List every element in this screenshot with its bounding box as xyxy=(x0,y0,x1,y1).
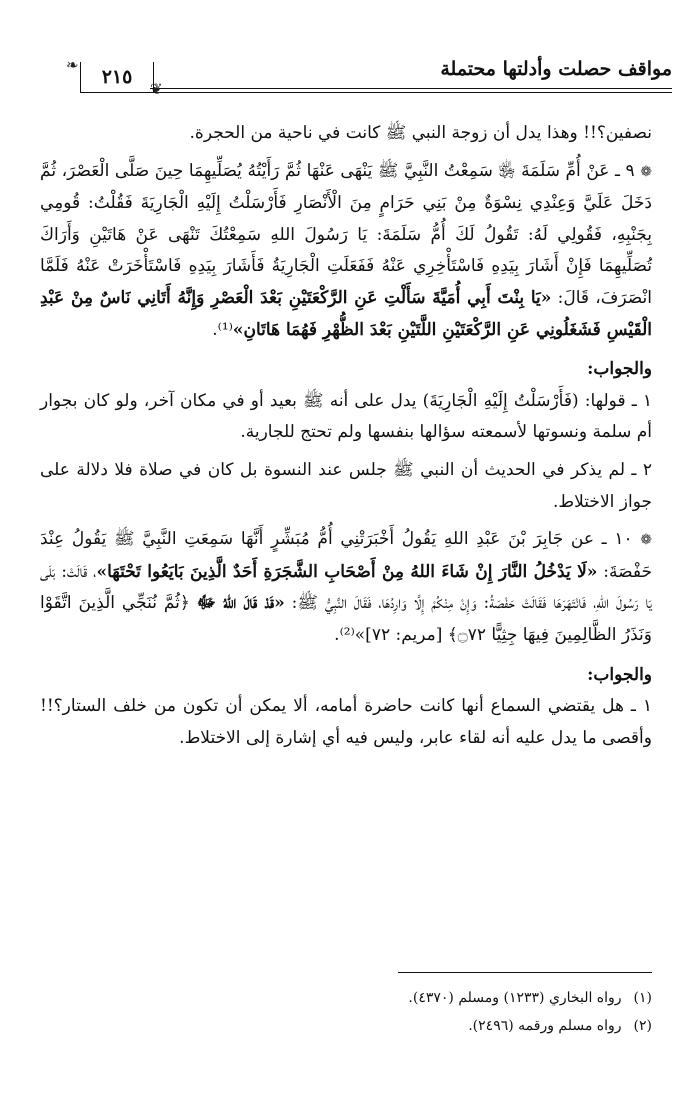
hadith-text: ٩ ـ عَنْ أُمِّ سَلَمَةَ ﵂ سَمِعْتُ النَّبِيَّ ﷺ يَنْهَى عَنْهَا ثُمَّ رَأَيْتُهُ يُصَلِّيهِمَا حِينَ صَلَّى الْعَصْرَ، ثُمَّ دَخَلَ عَلَيَّ وَعِنْدِي نِسْوَةٌ مِنْ بَنِي حَرَامٍ مِنَ الْأَنْصَارِ فَأَرْسَلْتُ إِلَيْهِ الْجَارِيَةَ فَقُلْتُ: قُومِي بِجَنْبِهِ، فَقُولِي لَهُ: تَقُولُ لَكَ أُمُّ سَلَمَةَ: يَا رَسُولَ اللهِ سَمِعْتُكَ تَنْهَى عَنْ هَاتَيْنِ وَأَرَاكَ تُصَلِّيهِمَا فَإِنْ أَشَارَ بِيَدِهِ فَاسْتَأْخِرِي عَنْهُ فَفَعَلَتِ الْجَارِيَةُ فَأَشَارَ بِيَدِهِ فَاسْتَأْخَرَتْ عَنْهُ فَلَمَّا انْصَرَفَ، قَالَ: xyxy=(40,160,652,308)
footnote-ref: ⁽¹⁾. xyxy=(212,319,233,340)
paragraph: نصفين؟!! وهذا يدل أن زوجة النبي ﷺ كانت في ناحية من الحجرة. xyxy=(189,123,652,143)
footnote-text: رواه مسلم ورقمه (٢٤٩٦). xyxy=(468,1018,622,1034)
paragraph: ١ ـ هل يقتضي السماع أنها كانت حاضرة أمامه، ألا يمكن أن تكون من خلف الستار؟!! وأقصى ما يدل عليه أنه لقاء عابر، وليس فيه أي إشارة إلى الاختلاط. xyxy=(40,696,652,748)
hadith-quote: «لَا يَدْخُلُ النَّارَ إِنْ شَاءَ اللهُ مِنْ أَصْحَابِ الشَّجَرَةِ أَحَدٌ الَّذِينَ بَايَعُوا تَحْتَهَا» xyxy=(96,561,598,582)
flower-marker-icon: ❁ xyxy=(640,532,652,549)
footnote-divider xyxy=(398,972,652,973)
quran-verse: ﴿ثُمَّ نُنَجِّي الَّذِينَ اتَّقَوْا وَنَذَرُ الظَّالِمِينَ فِيهَا جِثِيًّا ۝٧٢﴾ [مريم: ٧٢]»⁽²⁾. xyxy=(40,593,652,645)
page-header xyxy=(62,52,672,98)
answer-heading: والجواب: xyxy=(587,359,652,380)
hadith-text: ، قَالَتْ: بَلَى يَا رَسُولَ اللهِ، فَانْتَهَرَهَا فَقَالَتْ حَفْصَةُ: وَإِنْ مِنْكُمْ إِلَّا وَارِدُهَا، فَقَالَ النَّبِيُّ ﷺ: xyxy=(40,561,652,614)
footnote-number: (١) xyxy=(633,990,652,1006)
paragraph: ٢ ـ لم يذكر في الحديث أن النبي ﷺ جلس عند النسوة بل كان في صلاة فلا دلالة على جواز الاختلاط. xyxy=(40,459,652,512)
hadith-text: ١٠ ـ عن جَابِرَ بْنَ عَبْدِ اللهِ يَقُولُ أَخْبَرَتْنِي أُمُّ مُبَشِّرٍ أَنَّهَا سَمِعَتِ النَّبِيَّ ﷺ يَقُولُ عِنْدَ حَفْصَةَ: xyxy=(40,529,652,582)
footnote-text: رواه البخاري (١٢٣٣) ومسلم (٤٣٧٠). xyxy=(408,990,622,1006)
leaf-ornament-icon: ❧ xyxy=(66,56,79,74)
footnote xyxy=(40,984,652,1012)
header-rule xyxy=(150,88,672,89)
page-number: ٢١٥ xyxy=(80,62,154,93)
leaf-ornament-icon: ❦ xyxy=(150,80,163,98)
running-title: مواقف حصلت وأدلتها محتملة xyxy=(440,58,672,80)
flower-marker-icon: ❁ xyxy=(640,163,652,180)
hadith-quote: «يَا بِنْتَ أَبِي أُمَيَّةَ سَأَلْتِ عَنِ الرَّكْعَتَيْنِ بَعْدَ الْعَصْرِ وَإِنَّهُ أَتَانِي نَاسٌ مِنْ عَبْدِ الْقَيْسِ فَشَغَلُونِي عَنِ الرَّكْعَتَيْنِ اللَّتَيْنِ بَعْدَ الظُّهْرِ فَهُمَا هَاتَانِ» xyxy=(40,287,652,340)
footnote xyxy=(40,1012,652,1040)
answer-heading: والجواب: xyxy=(587,664,652,685)
hadith-quote: «قَدْ قَالَ اللهُ ﷻ xyxy=(196,593,285,614)
footnote-number: (٢) xyxy=(633,1018,652,1034)
hadith-10 xyxy=(40,524,652,651)
hadith-9 xyxy=(40,156,652,347)
header-rule-thin xyxy=(150,92,672,93)
main-text xyxy=(40,118,652,754)
paragraph: ١ ـ قولها: (فَأَرْسَلْتُ إِلَيْهِ الْجَارِيَةَ) يدل على أنه ﷺ بعيد أو في مكان آخر، ولو كان بجوار أم سلمة ونسوتها لأسمعته سؤالها بنفسها ولم تحتج للجارية. xyxy=(40,390,652,443)
footnotes xyxy=(40,984,652,1040)
